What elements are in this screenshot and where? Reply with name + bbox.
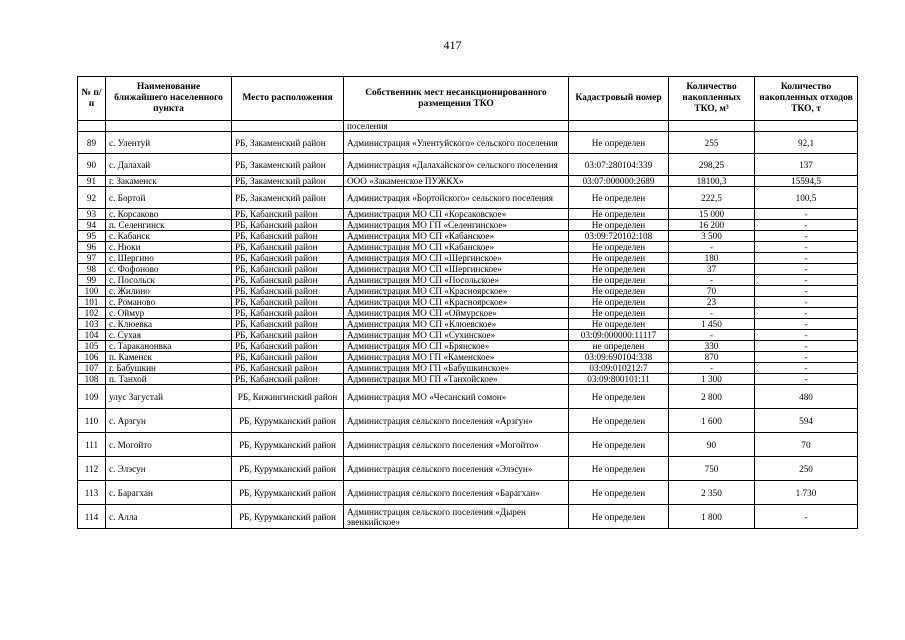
cell-num: 107 — [78, 363, 106, 374]
table-row — [78, 242, 858, 253]
cell-mass: 480 — [755, 385, 858, 409]
cell-owner: Администрация МО СП «Шергинское» — [344, 264, 569, 275]
cell-settlement: с. Алла — [106, 505, 232, 529]
cell-volume: 1 800 — [669, 505, 755, 529]
cell-cadastral: не определен — [569, 341, 669, 352]
cell-settlement: с. Элэсун — [106, 457, 232, 481]
cell-settlement: с. Сухая — [106, 330, 232, 341]
table-row — [78, 319, 858, 330]
cell-volume: 23 — [669, 297, 755, 308]
cell-volume: 3 500 — [669, 231, 755, 242]
cell-num: 104 — [78, 330, 106, 341]
cell-mass: - — [755, 275, 858, 286]
cell-settlement: с. Барагхан — [106, 481, 232, 505]
cell-mass: - — [755, 242, 858, 253]
table-row — [78, 481, 858, 505]
cell-cadastral: 03:07:280104:339 — [569, 154, 669, 176]
cell-mass: 594 — [755, 409, 858, 433]
cell-num: 110 — [78, 409, 106, 433]
table-row — [78, 176, 858, 187]
cell-owner: Администрация МО СП «Красноярское» — [344, 297, 569, 308]
cell-owner: Администрация МО ГП «Танхойское» — [344, 374, 569, 385]
cell-mass: 70 — [755, 433, 858, 457]
cell-num: 91 — [78, 176, 106, 187]
cell-cadastral — [569, 121, 669, 132]
cell-num: 100 — [78, 286, 106, 297]
cell-volume: 870 — [669, 352, 755, 363]
table-row — [78, 220, 858, 231]
cell-owner: Администрация «Бортойского» сельского поселения — [344, 187, 569, 209]
cell-cadastral: Не определен — [569, 286, 669, 297]
cell-cadastral: Не определен — [569, 505, 669, 529]
cell-location: РБ, Кабанский район — [232, 275, 344, 286]
cell-num: 98 — [78, 264, 106, 275]
cell-settlement: с. Арзгун — [106, 409, 232, 433]
cell-settlement: с. Корсаково — [106, 209, 232, 220]
cell-owner: Администрация МО СП «Шергинское» — [344, 253, 569, 264]
cell-owner: Администрация МО «Чесанский сомон» — [344, 385, 569, 409]
cell-volume: 1 600 — [669, 409, 755, 433]
table-row — [78, 154, 858, 176]
cell-owner: Администрация МО СП «Корсаковское» — [344, 209, 569, 220]
header-cadastral: Кадастровый номер — [569, 77, 669, 121]
cell-location: РБ, Кабанский район — [232, 264, 344, 275]
cell-mass: - — [755, 341, 858, 352]
cell-settlement: п. Танхой — [106, 374, 232, 385]
cell-volume: 16 200 — [669, 220, 755, 231]
table-row — [78, 385, 858, 409]
cell-settlement: п. Селенгинск — [106, 220, 232, 231]
cell-cadastral: 03:09:010212:7 — [569, 363, 669, 374]
cell-mass: - — [755, 264, 858, 275]
cell-volume: - — [669, 242, 755, 253]
cell-volume: 2 350 — [669, 481, 755, 505]
cell-volume: 222,5 — [669, 187, 755, 209]
cell-volume: 750 — [669, 457, 755, 481]
table-row — [78, 341, 858, 352]
cell-num: 99 — [78, 275, 106, 286]
cell-mass: - — [755, 209, 858, 220]
cell-cadastral: Не определен — [569, 275, 669, 286]
cell-num: 108 — [78, 374, 106, 385]
cell-mass: - — [755, 253, 858, 264]
table-row — [78, 286, 858, 297]
cell-mass: 1 730 — [755, 481, 858, 505]
cell-num: 112 — [78, 457, 106, 481]
cell-cadastral: Не определен — [569, 409, 669, 433]
cell-owner: Администрация сельского поселения «Могойто» — [344, 433, 569, 457]
cell-volume: 1 300 — [669, 374, 755, 385]
cell-num: 93 — [78, 209, 106, 220]
cell-mass: - — [755, 286, 858, 297]
cell-location: РБ, Кабанский район — [232, 374, 344, 385]
cell-cadastral: Не определен — [569, 187, 669, 209]
cell-settlement: с. Шергино — [106, 253, 232, 264]
table-row — [78, 352, 858, 363]
cell-volume: 180 — [669, 253, 755, 264]
cell-mass: 137 — [755, 154, 858, 176]
cell-mass: - — [755, 308, 858, 319]
cell-cadastral: 03:09:690104:338 — [569, 352, 669, 363]
cell-num: 92 — [78, 187, 106, 209]
header-volume: Количество накопленных ТКО, м³ — [669, 77, 755, 121]
table-row — [78, 253, 858, 264]
cell-settlement: с. Бортой — [106, 187, 232, 209]
cell-volume — [669, 121, 755, 132]
cell-location: РБ, Кабанский район — [232, 209, 344, 220]
cell-volume: - — [669, 308, 755, 319]
cell-settlement: с. Кабанск — [106, 231, 232, 242]
cell-settlement: с. Улентуй — [106, 132, 232, 154]
cell-cadastral: Не определен — [569, 319, 669, 330]
cell-location: РБ, Кабанский район — [232, 363, 344, 374]
header-settlement: Наименование ближайшего населенного пункта — [106, 77, 232, 121]
cell-location: РБ, Кабанский район — [232, 352, 344, 363]
header-owner: Собственник мест несанкционированного размещения ТКО — [344, 77, 569, 121]
table-body — [78, 121, 858, 529]
cell-num: 97 — [78, 253, 106, 264]
cell-settlement: с. Нюки — [106, 242, 232, 253]
cell-volume: 1 450 — [669, 319, 755, 330]
table-row — [78, 264, 858, 275]
header-location: Место расположения — [232, 77, 344, 121]
cell-location: РБ, Кабанский район — [232, 253, 344, 264]
cell-mass: 15594,5 — [755, 176, 858, 187]
cell-owner: Администрация сельского поселения «Дырен эвенкийское» — [344, 505, 569, 529]
cell-owner: Администрация МО ГП «Бабушкинское» — [344, 363, 569, 374]
cell-settlement: г. Бабушкин — [106, 363, 232, 374]
cell-num: 103 — [78, 319, 106, 330]
cell-cadastral: 03:09:000000:11117 — [569, 330, 669, 341]
waste-sites-table — [77, 76, 858, 529]
table-header — [78, 77, 858, 121]
cell-location: РБ, Курумканский район — [232, 433, 344, 457]
cell-owner: Администрация МО ГП «Селенгинское» — [344, 220, 569, 231]
cell-location: РБ, Кабанский район — [232, 286, 344, 297]
cell-settlement: с. Тараканонвка — [106, 341, 232, 352]
cell-num — [78, 121, 106, 132]
cell-mass: 100,5 — [755, 187, 858, 209]
cell-num: 114 — [78, 505, 106, 529]
cell-cadastral: Не определен — [569, 253, 669, 264]
cell-settlement — [106, 121, 232, 132]
cell-location: РБ, Кабанский район — [232, 330, 344, 341]
cell-owner: ООО «Закаменское ПУЖКХ» — [344, 176, 569, 187]
cell-owner: Администрация МО ГП «Каменское» — [344, 352, 569, 363]
cell-cadastral: Не определен — [569, 242, 669, 253]
cell-mass: - — [755, 363, 858, 374]
cell-cadastral: Не определен — [569, 132, 669, 154]
table-row — [78, 457, 858, 481]
cell-location: РБ, Кижингинский район — [232, 385, 344, 409]
cell-volume: 15 000 — [669, 209, 755, 220]
cell-cadastral: 03:07:000000:2689 — [569, 176, 669, 187]
cell-settlement: с. Романово — [106, 297, 232, 308]
cell-owner: Администрация МО СП «Кабанское» — [344, 242, 569, 253]
cell-location: РБ, Закаменский район — [232, 187, 344, 209]
cell-owner: Администрация МО СП «Посольское» — [344, 275, 569, 286]
cell-mass: - — [755, 374, 858, 385]
cell-num: 109 — [78, 385, 106, 409]
cell-settlement: с. Жилино — [106, 286, 232, 297]
cell-mass: - — [755, 505, 858, 529]
cell-owner: поселения — [344, 121, 569, 132]
cell-location: РБ, Кабанский район — [232, 308, 344, 319]
cell-mass — [755, 121, 858, 132]
cell-owner: Администрация МО СП «Клюевское» — [344, 319, 569, 330]
cell-mass: - — [755, 231, 858, 242]
cell-settlement: п. Каменск — [106, 352, 232, 363]
cell-cadastral: 03:09:800101:11 — [569, 374, 669, 385]
cell-location: РБ, Кабанский район — [232, 231, 344, 242]
cell-location: РБ, Кабанский район — [232, 242, 344, 253]
cell-num: 113 — [78, 481, 106, 505]
cell-location: РБ, Закаменский район — [232, 154, 344, 176]
cell-location: РБ, Курумканский район — [232, 481, 344, 505]
cell-mass: - — [755, 352, 858, 363]
cell-cadastral: Не определен — [569, 209, 669, 220]
cell-num: 94 — [78, 220, 106, 231]
cell-volume: 90 — [669, 433, 755, 457]
cell-cadastral: Не определен — [569, 433, 669, 457]
cell-cadastral: 03:09:720102:108 — [569, 231, 669, 242]
cell-owner: Администрация «Далахайского» сельского поселения — [344, 154, 569, 176]
table-row — [78, 275, 858, 286]
table-row — [78, 374, 858, 385]
cell-location: РБ, Кабанский район — [232, 297, 344, 308]
cell-cadastral: Не определен — [569, 297, 669, 308]
cell-owner: Администрация «Улентуйского» сельского поселения — [344, 132, 569, 154]
cell-cadastral: Не определен — [569, 220, 669, 231]
cell-num: 89 — [78, 132, 106, 154]
cell-mass: 250 — [755, 457, 858, 481]
table-row — [78, 308, 858, 319]
cell-location: РБ, Закаменский район — [232, 176, 344, 187]
cell-location: РБ, Кабанский район — [232, 319, 344, 330]
table-row — [78, 409, 858, 433]
cell-settlement: с. Посольск — [106, 275, 232, 286]
cell-location: РБ, Курумканский район — [232, 505, 344, 529]
cell-owner: Администрация МО СП «Сухинское» — [344, 330, 569, 341]
cell-settlement: с. Клюевка — [106, 319, 232, 330]
cell-location: РБ, Курумканский район — [232, 409, 344, 433]
header-num: № п/п — [78, 77, 106, 121]
cell-cadastral: Не определен — [569, 457, 669, 481]
page-number: 417 — [443, 38, 462, 52]
cell-location: РБ, Кабанский район — [232, 341, 344, 352]
cell-volume: 18100,3 — [669, 176, 755, 187]
cell-settlement: г. Закаменск — [106, 176, 232, 187]
header-row — [78, 77, 858, 121]
cell-num: 95 — [78, 231, 106, 242]
cell-num: 111 — [78, 433, 106, 457]
cell-mass: - — [755, 297, 858, 308]
table-row — [78, 330, 858, 341]
cell-location: РБ, Закаменский район — [232, 132, 344, 154]
cell-settlement: с. Могойто — [106, 433, 232, 457]
table-row — [78, 433, 858, 457]
cell-location: РБ, Курумканский район — [232, 457, 344, 481]
cell-volume: 2 800 — [669, 385, 755, 409]
cell-owner: Администрация МО СП «Кабанское» — [344, 231, 569, 242]
table-row — [78, 132, 858, 154]
cell-mass: 92,1 — [755, 132, 858, 154]
cell-num: 96 — [78, 242, 106, 253]
cell-settlement: с. Фофоново — [106, 264, 232, 275]
cell-location — [232, 121, 344, 132]
cell-cadastral: Не определен — [569, 308, 669, 319]
table-row — [78, 187, 858, 209]
table-row — [78, 209, 858, 220]
cell-location: РБ, Кабанский район — [232, 220, 344, 231]
cell-num: 101 — [78, 297, 106, 308]
table-row — [78, 231, 858, 242]
cell-volume: 70 — [669, 286, 755, 297]
table-row — [78, 297, 858, 308]
cell-settlement: с. Далахай — [106, 154, 232, 176]
cell-volume: 255 — [669, 132, 755, 154]
cell-owner: Администрация МО СП «Брянское» — [344, 341, 569, 352]
cell-num: 105 — [78, 341, 106, 352]
cell-cadastral: Не определен — [569, 385, 669, 409]
cell-mass: - — [755, 330, 858, 341]
cell-mass: - — [755, 220, 858, 231]
cell-settlement: улус Загустай — [106, 385, 232, 409]
cell-settlement: с. Оймур — [106, 308, 232, 319]
cell-owner: Администрация сельского поселения «Элэсун» — [344, 457, 569, 481]
cell-volume: 298,25 — [669, 154, 755, 176]
cell-owner: Администрация сельского поселения «Арзгун» — [344, 409, 569, 433]
table-row — [78, 363, 858, 374]
cell-volume: 330 — [669, 341, 755, 352]
cell-num: 106 — [78, 352, 106, 363]
table-row — [78, 121, 858, 132]
cell-num: 90 — [78, 154, 106, 176]
cell-owner: Администрация МО СП «Оймурское» — [344, 308, 569, 319]
cell-cadastral: Не определен — [569, 481, 669, 505]
cell-volume: - — [669, 330, 755, 341]
cell-owner: Администрация МО СП «Красноярское» — [344, 286, 569, 297]
table-row — [78, 505, 858, 529]
cell-volume: - — [669, 363, 755, 374]
cell-cadastral: Не определен — [569, 264, 669, 275]
cell-mass: - — [755, 319, 858, 330]
cell-num: 102 — [78, 308, 106, 319]
cell-volume: 37 — [669, 264, 755, 275]
header-mass: Количество накопленных отходов ТКО, т — [755, 77, 858, 121]
cell-owner: Администрация сельского поселения «Барагхан» — [344, 481, 569, 505]
cell-volume: - — [669, 275, 755, 286]
